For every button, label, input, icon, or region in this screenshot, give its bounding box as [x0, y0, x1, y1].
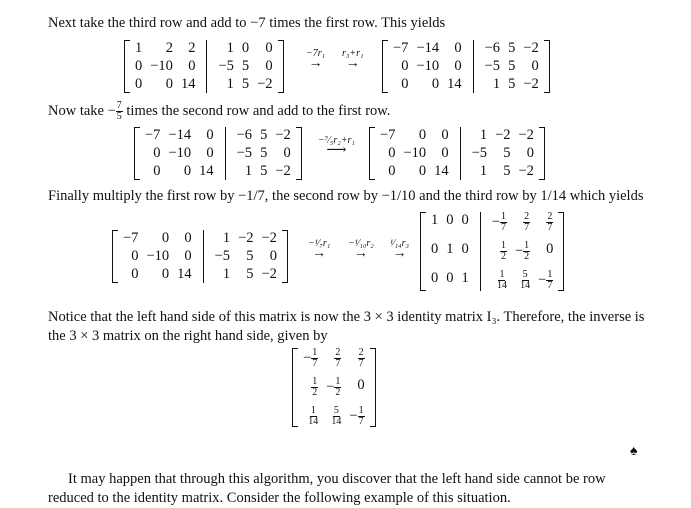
- matrix-cell: −5: [218, 58, 234, 74]
- matrix-cell: 1: [135, 40, 143, 56]
- matrix-cell: 1: [479, 163, 488, 179]
- matrix-cell: 0: [269, 248, 277, 264]
- paragraph-1: Next take the third row and add to −7 times the first row. This yields: [48, 15, 446, 31]
- matrix-cell: 0: [526, 145, 534, 161]
- fraction: $\frac{1}{7}$: [358, 405, 364, 427]
- matrix-block: [369, 127, 460, 180]
- matrix-cell: 0: [388, 163, 396, 179]
- matrix-cell: [511, 212, 534, 233]
- matrix-cell: −7: [393, 40, 409, 56]
- matrix-cell: 0: [165, 76, 173, 92]
- matrix-cell: 5: [503, 145, 511, 161]
- matrix-3-right: [420, 212, 564, 291]
- fraction: $\frac{1}{2}$: [524, 240, 530, 262]
- paragraph-4: Notice that the left hand side of this matrix is now the 3 × 3 identity matrix I₃. Therefore, the inverse is the 3 × 3 matrix on the right hand side, given by: [48, 309, 645, 344]
- matrix-cell: 0: [206, 127, 214, 143]
- matrix-cell: 14: [434, 163, 449, 179]
- row-operation-2: r₃+r₁ →: [342, 48, 364, 71]
- matrix-block: [473, 40, 550, 93]
- matrix-cell: 5: [246, 266, 254, 282]
- matrix-cell: − $\frac{1}{2}$: [326, 376, 341, 398]
- matrix-cell: 1: [226, 40, 234, 56]
- matrix-cell: 0: [265, 58, 273, 74]
- denominator: 5: [116, 111, 122, 122]
- matrix-cell: −10: [403, 145, 427, 161]
- matrix-cell: 5: [260, 127, 268, 143]
- matrix-cell: −2: [495, 127, 511, 143]
- op-label: ¹⁄₁₄r₃: [390, 238, 409, 249]
- fraction: $\frac{1}{7}$: [312, 347, 318, 369]
- matrix-brackets: [369, 127, 545, 180]
- matrix-cell: −10: [416, 58, 440, 74]
- matrix-brackets: [382, 40, 550, 93]
- matrix-cell: 0: [461, 212, 469, 228]
- fraction: $\frac{1}{7}$: [500, 211, 506, 233]
- matrix-cell: −7: [123, 230, 139, 246]
- matrix-cell: 0: [131, 266, 139, 282]
- matrix-cell: −5: [484, 58, 501, 74]
- text-fragment: times the second row and add to the first row.: [122, 102, 391, 119]
- matrix-cell: 0: [446, 212, 454, 228]
- matrix-cell: − $\frac{1}{7}$: [303, 347, 318, 369]
- matrix-cell: −14: [416, 40, 440, 56]
- matrix-cell: −14: [168, 127, 192, 143]
- matrix-cell: 2: [188, 40, 196, 56]
- matrix-2-left: [134, 127, 302, 180]
- matrix-cell: −5: [471, 145, 488, 161]
- matrix-cell: 5: [508, 76, 516, 92]
- matrix-cell: 2: [165, 40, 173, 56]
- matrix-cell: 1: [492, 76, 501, 92]
- matrix-cell: 0: [418, 163, 427, 179]
- fraction: $\frac{5}{14}$: [520, 269, 531, 291]
- matrix-cell: −2: [275, 127, 291, 143]
- matrix-cell: 0: [431, 241, 439, 257]
- matrix-cell: 0: [461, 241, 469, 257]
- matrix-cell: 5: [508, 58, 516, 74]
- matrix-cell: 0: [153, 163, 161, 179]
- matrix-cell: 0: [431, 76, 440, 92]
- row-operation-4: −¹⁄₇r₁ →: [308, 238, 331, 261]
- matrix-cell: [322, 406, 345, 427]
- matrix-brackets: [420, 212, 564, 291]
- matrix-cell: [322, 348, 345, 369]
- matrix-cell: [345, 348, 368, 369]
- matrix-cell: −10: [168, 145, 192, 161]
- matrix-brackets: [292, 348, 376, 427]
- matrix-cell: 1: [244, 163, 253, 179]
- matrix-cell: −6: [236, 127, 253, 143]
- fraction: $\frac{1}{7}$: [547, 269, 553, 291]
- matrix-cell: −10: [150, 58, 173, 74]
- matrix-cell: −5: [236, 145, 253, 161]
- matrix-cell: [299, 377, 322, 398]
- row-operation-5: −¹⁄₁₀r₂ →: [348, 238, 374, 261]
- matrix-cell: [511, 270, 534, 291]
- matrix-cell: 0: [401, 58, 409, 74]
- matrix-cell: − $\frac{1}{7}$: [538, 269, 553, 291]
- matrix-cell: −2: [261, 266, 277, 282]
- fraction: $\frac{1}{2}$: [312, 376, 318, 398]
- matrix-cell: − $\frac{1}{7}$: [491, 211, 506, 233]
- matrix-cell: [299, 406, 322, 427]
- matrix-brackets: [112, 230, 288, 283]
- matrix-cell: 14: [180, 76, 196, 92]
- fraction: $\frac{5}{14}$: [331, 405, 342, 427]
- matrix-block: [134, 127, 225, 180]
- matrix-cell: 1: [479, 127, 488, 143]
- matrix-block: [124, 40, 206, 93]
- fraction: $\frac{1}{14}$: [308, 405, 319, 427]
- matrix-cell: 0: [206, 145, 214, 161]
- matrix-cell: −2: [518, 163, 534, 179]
- matrix-cell: 5: [246, 248, 254, 264]
- paragraph-2: [48, 101, 648, 122]
- row-operation-1: −7r₁ →: [306, 48, 326, 71]
- matrix-cell: 0: [446, 270, 454, 286]
- matrix-cell: 1: [446, 241, 454, 257]
- op-label: −¹⁄₇r₁: [308, 238, 331, 249]
- matrix-cell: 0: [161, 230, 170, 246]
- matrix-cell: 5: [241, 58, 250, 74]
- inverse-matrix: [292, 348, 376, 427]
- matrix-cell: − $\frac{1}{2}$: [514, 240, 530, 262]
- matrix-cell: 5: [503, 163, 511, 179]
- matrix-cell: −2: [523, 76, 539, 92]
- matrix-cell: 1: [226, 76, 234, 92]
- matrix-cell: −2: [238, 230, 254, 246]
- matrix-cell: − $\frac{1}{7}$: [349, 405, 364, 427]
- matrix-brackets: [134, 127, 302, 180]
- matrix-block: [292, 348, 376, 427]
- fraction: $\frac{2}{7}$: [335, 347, 341, 369]
- fraction: $\frac{1}{14}$: [496, 269, 507, 291]
- matrix-cell: 0: [441, 145, 449, 161]
- matrix-cell: 0: [401, 76, 409, 92]
- numerator: 7: [116, 100, 122, 111]
- matrix-block: [225, 127, 302, 180]
- matrix-2-right: [369, 127, 545, 180]
- matrix-cell: −2: [275, 163, 291, 179]
- matrix-cell: 0: [131, 248, 139, 264]
- matrix-cell: 0: [184, 230, 192, 246]
- fraction: [116, 101, 123, 122]
- matrix-cell: 1: [222, 266, 231, 282]
- matrix-cell: 0: [431, 270, 439, 286]
- row-operation-6: ¹⁄₁₄r₃ →: [390, 238, 409, 261]
- matrix-cell: 0: [188, 58, 196, 74]
- matrix-block: [480, 212, 565, 291]
- fraction: $\frac{2}{7}$: [524, 211, 530, 233]
- matrix-cell: 0: [265, 40, 273, 56]
- matrix-cell: 14: [447, 76, 462, 92]
- matrix-cell: 0: [135, 76, 143, 92]
- matrix-cell: −2: [257, 76, 273, 92]
- matrix-cell: 0: [454, 40, 462, 56]
- op-label: −⁷⁄₅r₂+r₁: [318, 135, 355, 146]
- op-label: −¹⁄₁₀r₂: [348, 238, 374, 249]
- matrix-cell: −10: [146, 248, 170, 264]
- text-fragment: Now take −: [48, 102, 116, 119]
- matrix-block: [203, 230, 288, 283]
- matrix-cell: 0: [454, 58, 462, 74]
- matrix-cell: −2: [518, 127, 534, 143]
- op-label: −7r₁: [306, 48, 326, 59]
- matrix-cell: −7: [380, 127, 396, 143]
- matrix-block: [112, 230, 203, 283]
- matrix-cell: 1: [222, 230, 231, 246]
- matrix-cell: [488, 241, 511, 262]
- matrix-cell: 0: [283, 145, 291, 161]
- paragraph-3: Finally multiply the first row by −1/7, the second row by −1/10 and the third row by 1/14 which yields: [48, 188, 644, 204]
- fraction: $\frac{2}{7}$: [547, 211, 553, 233]
- row-operation-3: −⁷⁄₅r₂+r₁ ⟶: [318, 135, 355, 158]
- matrix-cell: 0: [388, 145, 396, 161]
- matrix-cell: −2: [523, 40, 539, 56]
- matrix-cell: 5: [260, 163, 268, 179]
- spade-end-mark: ♠: [630, 444, 638, 459]
- matrix-cell: 0: [357, 377, 365, 393]
- matrix-brackets: [124, 40, 284, 93]
- matrix-cell: 0: [153, 145, 161, 161]
- paragraph-5: It may happen that through this algorithm, you discover that the left hand side cannot be row reduced to the identity matrix. Consider the following example of this situation.: [48, 471, 606, 506]
- matrix-1-left: [124, 40, 284, 93]
- matrix-cell: 0: [184, 248, 192, 264]
- matrix-cell: −6: [484, 40, 501, 56]
- matrix-cell: 1: [431, 212, 439, 228]
- fraction: $\frac{2}{7}$: [358, 347, 364, 369]
- matrix-cell: −5: [214, 248, 231, 264]
- matrix-block: [420, 212, 480, 291]
- matrix-block: [382, 40, 473, 93]
- matrix-block: [460, 127, 545, 180]
- matrix-cell: 14: [177, 266, 192, 282]
- matrix-cell: 1: [461, 270, 469, 286]
- op-label: r₃+r₁: [342, 48, 364, 59]
- matrix-cell: 5: [241, 76, 250, 92]
- matrix-cell: 0: [441, 127, 449, 143]
- matrix-cell: −2: [261, 230, 277, 246]
- matrix-cell: 14: [199, 163, 214, 179]
- matrix-cell: 0: [418, 127, 427, 143]
- matrix-3-left: [112, 230, 288, 283]
- matrix-1-right: [382, 40, 550, 93]
- matrix-cell: 0: [161, 266, 170, 282]
- matrix-cell: [488, 270, 511, 291]
- matrix-cell: 0: [241, 40, 250, 56]
- fraction: $\frac{1}{2}$: [500, 240, 506, 262]
- matrix-cell: −7: [145, 127, 161, 143]
- matrix-cell: 0: [135, 58, 143, 74]
- matrix-cell: 0: [183, 163, 192, 179]
- matrix-cell: 0: [531, 58, 539, 74]
- matrix-cell: 0: [546, 241, 554, 257]
- matrix-cell: 5: [508, 40, 516, 56]
- matrix-cell: [534, 212, 557, 233]
- matrix-block: [206, 40, 283, 93]
- matrix-cell: 5: [260, 145, 268, 161]
- fraction: $\frac{1}{2}$: [335, 376, 341, 398]
